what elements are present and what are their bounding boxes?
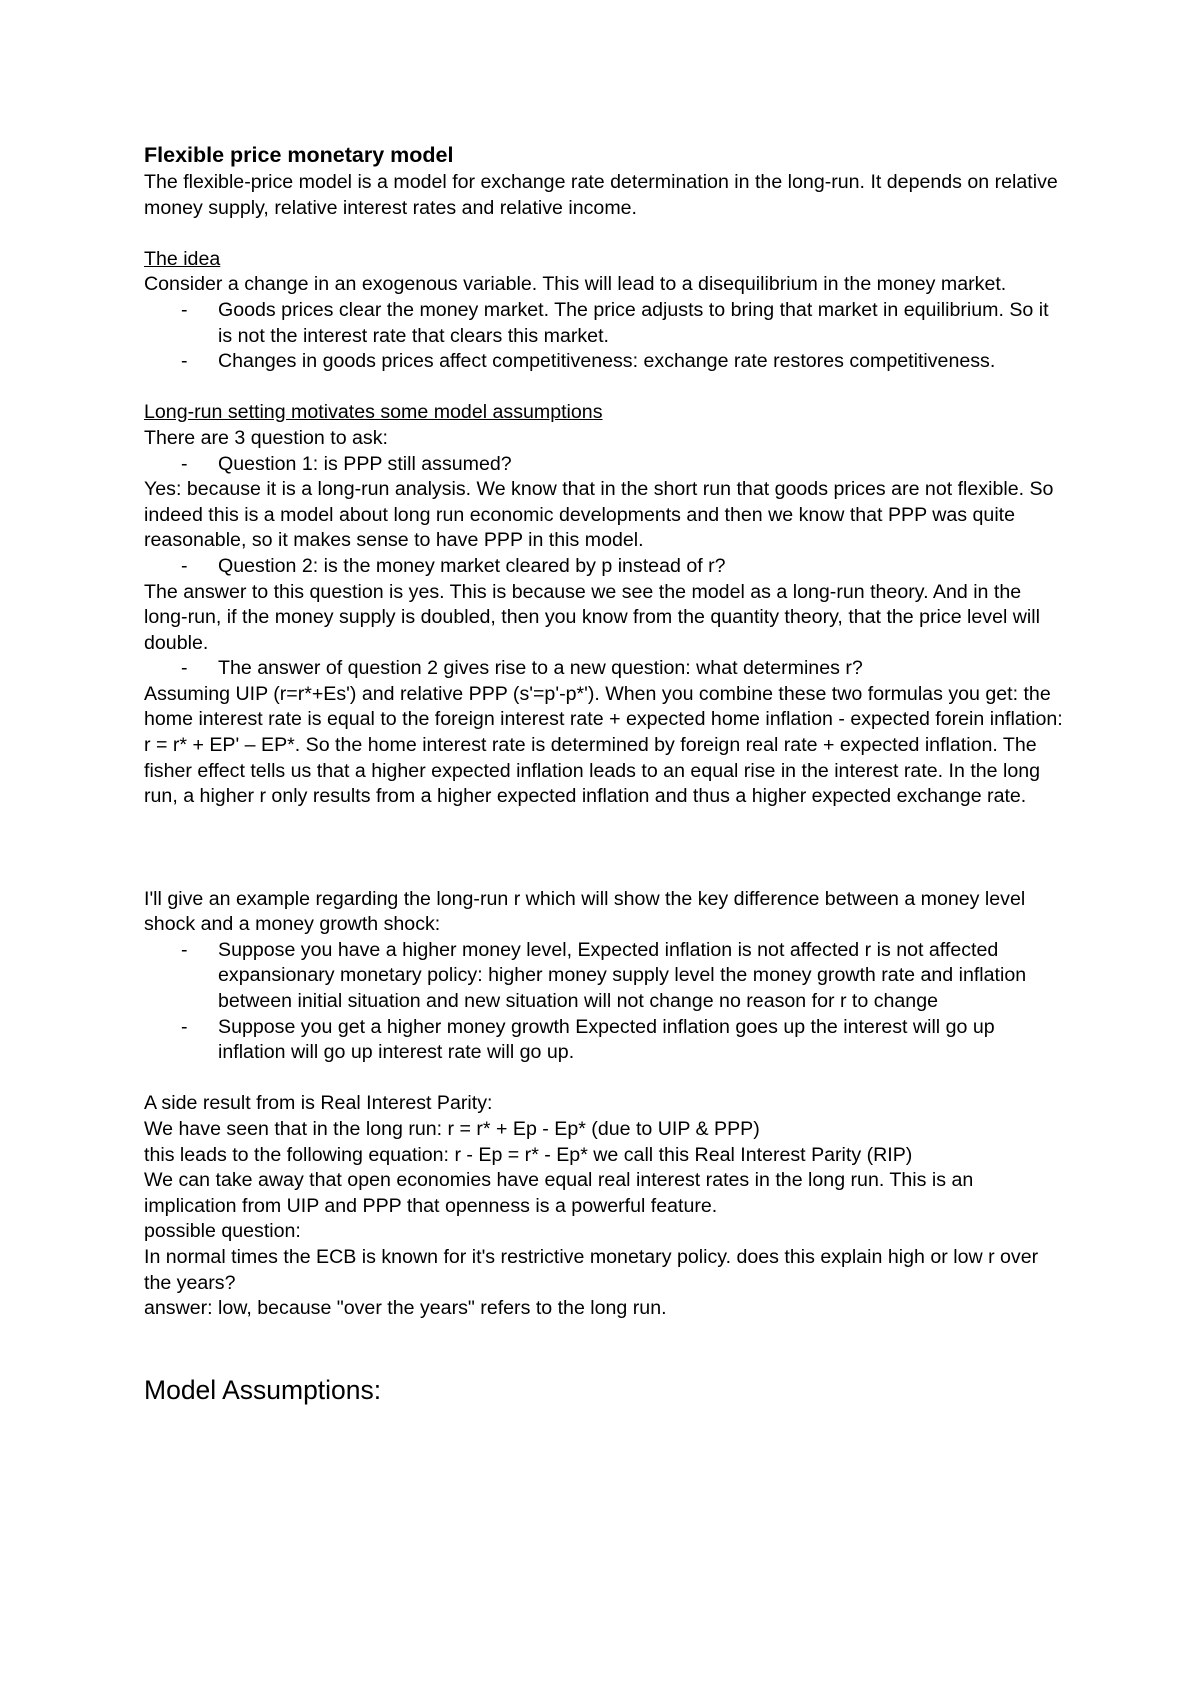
rip-line: In normal times the ECB is known for it's restrictive monetary policy. does this explain high or low r over the years? [144, 1245, 1039, 1294]
question-item [144, 452, 1064, 478]
list-item [144, 938, 1064, 1015]
spacer [144, 861, 1064, 887]
section-title: Model Assumptions: [144, 1374, 382, 1405]
section-title: Flexible price monetary model [144, 143, 454, 167]
dash-bullet: - [181, 452, 188, 475]
assumptions-lead: There are 3 question to ask: [144, 426, 388, 449]
answer-paragraph: Assuming UIP (r=r*+Es') and relative PPP (s'=p'-p*'). When you combine these two formulas you get: the home interest rate is equal to the foreign interest rate + expected home inflation - expected forein inflation: r = r* + EP' – EP*. So the home interest rate is determined by foreign real rate + expected inflation. The fisher effect tells us that a higher expected inflation leads to an equal rise in the interest rate. In the long run, a higher r only results from a higher expected inflation and thus a higher expected exchange rate. [144, 682, 1063, 808]
list-item-text: Suppose you have a higher money level, Expected inflation is not affected r is not affected expansionary monetary policy: higher money supply level the money growth rate and inflation between initial situation and new situation will not change no reason for r to change [218, 938, 1027, 1012]
dash-bullet: - [181, 298, 188, 321]
idea-heading: The idea [144, 247, 221, 270]
dash-bullet: - [181, 350, 188, 373]
question-text: Question 1: is PPP still assumed? [218, 452, 512, 475]
rip-line: We can take away that open economies have equal real interest rates in the long run. This is an implication from UIP and PPP that openness is a powerful feature. [144, 1169, 974, 1217]
question-item [144, 554, 1064, 580]
document-page [144, 141, 1064, 1407]
spacer [144, 375, 1064, 401]
rip-line: A side result from is Real Interest Parity: [144, 1092, 493, 1115]
dash-bullet: - [181, 938, 188, 961]
list-item [144, 1015, 1064, 1066]
rip-line: We have seen that in the long run: r = r* + Ep - Ep* (due to UIP & PPP) [144, 1117, 760, 1140]
example-intro: I'll give an example regarding the long-run r which will show the key difference between a money level shock and a money growth shock: [144, 887, 1026, 936]
rip-line: possible question: [144, 1220, 301, 1243]
spacer [144, 810, 1064, 836]
answer-paragraph: Yes: because it is a long-run analysis. We know that in the short run that goods prices are not flexible. So indeed this is a model about long run economic developments and then we know that PPP was quite reasonable, so it makes sense to have PPP in this model. [144, 478, 1054, 552]
dash-bullet: - [181, 554, 188, 577]
question-list [144, 452, 1064, 478]
spacer [144, 1322, 1064, 1348]
answer-paragraph: The answer to this question is yes. This is because we see the model as a long-run theory. And in the long-run, if the money supply is doubled, then you know from the quantity theory, that the price level will double. [144, 580, 1040, 654]
spacer [144, 1347, 1064, 1373]
rip-line: answer: low, because "over the years" refers to the long run. [144, 1297, 667, 1320]
assumptions-heading: Long-run setting motivates some model assumptions [144, 401, 603, 424]
example-bullet-list [144, 938, 1064, 1066]
spacer [144, 835, 1064, 861]
rip-line: this leads to the following equation: r - Ep = r* - Ep* we call this Real Interest Parity (RIP) [144, 1143, 913, 1166]
idea-text: Consider a change in an exogenous variable. This will lead to a disequilibrium in the money market. [144, 273, 1007, 296]
question-item [144, 656, 1064, 682]
question-list [144, 656, 1064, 682]
list-item-text: Changes in goods prices affect competitiveness: exchange rate restores competitiveness. [218, 350, 996, 373]
intro-paragraph: The flexible-price model is a model for exchange rate determination in the long-run. It depends on relative money supply, relative interest rates and relative income. [144, 171, 1058, 219]
idea-bullet-list [144, 298, 1064, 375]
dash-bullet: - [181, 1015, 188, 1038]
question-list [144, 554, 1064, 580]
list-item [144, 349, 1064, 375]
question-text: The answer of question 2 gives rise to a new question: what determines r? [218, 657, 863, 680]
dash-bullet: - [181, 657, 188, 680]
list-item-text: Suppose you get a higher money growth Expected inflation goes up the interest will go up inflation will go up interest rate will go up. [218, 1015, 995, 1064]
list-item-text: Goods prices clear the money market. The price adjusts to bring that market in equilibrium. So it is not the interest rate that clears this market. [218, 298, 1049, 347]
list-item [144, 298, 1064, 349]
spacer [144, 221, 1064, 247]
spacer [144, 1066, 1064, 1092]
question-text: Question 2: is the money market cleared by p instead of r? [218, 554, 726, 577]
